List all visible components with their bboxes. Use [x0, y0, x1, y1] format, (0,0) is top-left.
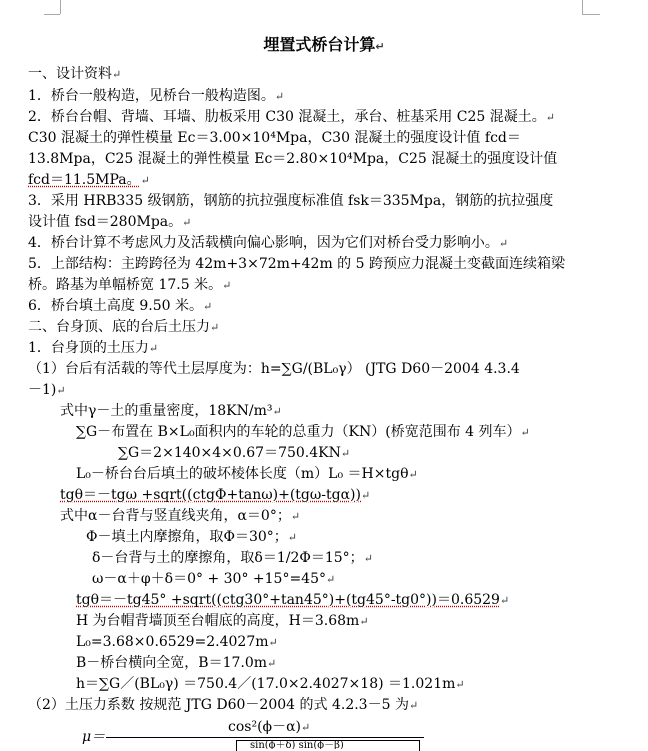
text-line: ω－α＋φ＋δ＝0° + 30° +15°=45°↵ [92, 571, 336, 587]
subsection-heading: 1．台身顶的土压力↵ [28, 340, 159, 356]
text-line: 桥。路基为单幅桥宽 17.5 米。↵ [28, 277, 232, 293]
formula-lhs: μ＝ [82, 729, 106, 745]
page-corner-mark [44, 14, 60, 15]
text-line: 1．桥台一般构造，见桥台一般构造图。↵ [28, 88, 285, 104]
page-corner-mark [60, 0, 61, 14]
page-corner-mark [582, 0, 583, 14]
text-line: C30 混凝土的弹性模量 Ec＝3.00×10⁴Mpa，C30 混凝土的强度设计值 fcd＝ [28, 130, 521, 146]
text-line: 式中α－台背与竖直线夹角，α＝0°；↵ [60, 508, 301, 524]
text-line: 13.8Mpa，C25 混凝土的弹性模量 Ec＝2.80×10⁴Mpa，C25 混凝土的强度设计值 [28, 151, 558, 167]
page-title: 埋置式桥台计算↵ [263, 35, 385, 54]
text-line: H 为台帽背墙顶至台帽底的高度，H＝3.68m↵ [76, 613, 369, 629]
text-line: 4．桥台计算不考虑风力及活载横向偏心影响，因为它们对桥台受力影响小。↵ [28, 235, 509, 251]
text-line: 2．桥台台帽、背墙、耳墙、肋板采用 C30 混凝土，承台、桩基采用 C25 混凝土。↵ [28, 109, 555, 125]
section-heading: 二、台身顶、底的台后土压力↵ [28, 319, 220, 335]
formula-denominator: sin(ϕ＋δ) sin(ϕ－β) [250, 741, 344, 749]
text-line: （2）土压力系数 按规范 JTG D60－2004 的式 4.2.3－5 为↵ [28, 697, 419, 713]
text-line: L₀－桥台台后填土的破坏棱体长度（m）L₀ ＝H×tgθ↵ [76, 466, 418, 482]
text-line: ∑G＝2×140×4×0.67＝750.4KN↵ [118, 445, 351, 461]
text-line: L₀=3.68×0.6529=2.4027m↵ [76, 634, 278, 650]
text-line: 式中γ－土的重量密度，18KN/m³↵ [60, 403, 282, 419]
text-line: B－桥台横向全宽，B＝17.0m↵ [76, 655, 277, 671]
formula-line: tgθ＝－tgω +sqrt((ctgΦ+tanω)+(tgω-tgα))↵ [60, 487, 371, 503]
text-line: －1)↵ [28, 382, 66, 398]
text-line: （1）台后有活载的等代土层厚度为：h=∑G/(BL₀γ） (JTG D60－2004 4.3.4 [28, 361, 520, 377]
formula-numerator: cos²(ϕ－α)↵ [228, 719, 311, 735]
text-line: 5．上部结构：主跨跨径为 42m+3×72m+42m 的 5 跨预应力混凝土变截面连续箱梁 [28, 256, 565, 272]
page-corner-mark [582, 14, 600, 15]
section-heading: 一、设计资料↵ [28, 66, 122, 82]
formula-line: tgθ＝－tg45° +sqrt((ctg30°+tan45°)+(tg45°-tg0°))＝0.6529↵ [76, 592, 510, 608]
fraction-bar [106, 737, 424, 738]
text-line: 设计值 fsd＝280Mpa。↵ [28, 214, 192, 230]
text-line: 3．采用 HRB335 级钢筋，钢筋的抗拉强度标准值 fsk＝335Mpa，钢筋的抗拉强度 [28, 193, 554, 209]
text-line: 6．桥台填土高度 9.50 米。↵ [28, 298, 213, 314]
text-line: Φ－填土内摩擦角，取Φ＝30°；↵ [86, 529, 297, 545]
text-line: ∑G－布置在 B×L₀面积内的车轮的总重力（KN）(桥宽范围布 4 列车）↵ [76, 424, 530, 440]
text-line: δ－台背与土的摩擦角，取δ＝1/2Φ＝15°；↵ [92, 550, 373, 566]
text-line: h＝∑G／(BL₀γ) ＝750.4／(17.0×2.4027×18) ＝1.021m↵ [76, 676, 465, 692]
text-line: fcd＝11.5MPa。↵ [28, 172, 150, 188]
